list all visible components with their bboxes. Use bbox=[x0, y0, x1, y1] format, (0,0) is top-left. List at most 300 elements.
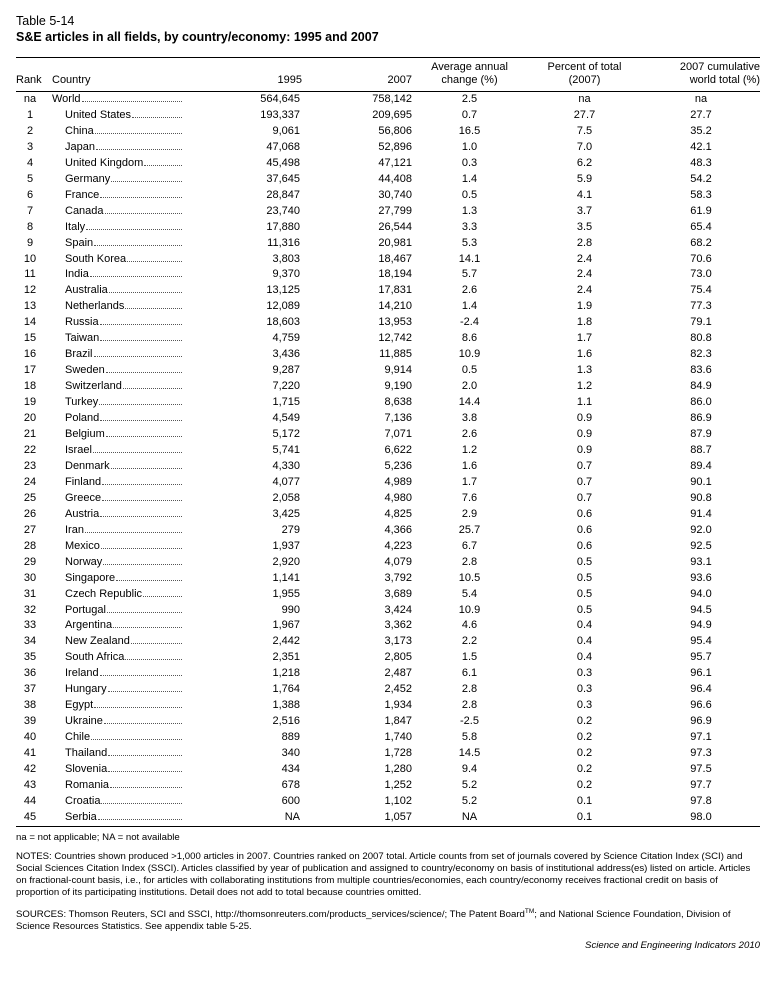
country-cell bbox=[52, 650, 182, 666]
average-change-cell: 1.7 bbox=[461, 475, 478, 488]
average-change-cell: 7.6 bbox=[461, 491, 478, 504]
sources-text-part1: SOURCES: Thomson Reuters, SCI and SSCI, http://thomsonreuters.com/products_services/science/; The Patent Board bbox=[16, 909, 525, 921]
average-change-cell: 10.9 bbox=[458, 603, 481, 616]
dot-leader bbox=[102, 484, 182, 485]
table-row bbox=[16, 587, 760, 603]
country-name: Israel bbox=[65, 443, 93, 459]
country-cell bbox=[52, 427, 182, 443]
value-2007-cell: 56,806 bbox=[378, 124, 412, 137]
dot-leader bbox=[144, 165, 182, 166]
table-row bbox=[16, 714, 760, 730]
percent-total-cell: 7.0 bbox=[576, 140, 593, 153]
country-name: Austria bbox=[65, 507, 100, 523]
table-row bbox=[16, 443, 760, 459]
table-row bbox=[16, 347, 760, 363]
percent-total-cell: 0.7 bbox=[576, 459, 593, 472]
country-cell-wrapper bbox=[52, 650, 182, 666]
average-change-cell: 5.3 bbox=[461, 236, 478, 249]
average-change-cell: NA bbox=[461, 810, 478, 823]
average-change-cell: 5.4 bbox=[461, 587, 478, 600]
sources-text-part2: ; and National Science Foundation, Division of Science Resources Statistics. See appendix table 5-25. bbox=[16, 909, 731, 933]
rank-cell: 13 bbox=[23, 300, 37, 313]
rank-cell: 34 bbox=[23, 635, 37, 648]
country-name: Canada bbox=[65, 204, 105, 220]
value-2007-cell: 1,728 bbox=[384, 747, 412, 760]
table-row bbox=[16, 571, 760, 587]
cumulative-total-cell: 84.9 bbox=[690, 380, 712, 393]
value-1995-cell: 1,764 bbox=[272, 683, 300, 696]
average-change-cell: 3.8 bbox=[461, 412, 478, 425]
country-name: Netherlands bbox=[65, 299, 125, 315]
country-cell bbox=[52, 634, 182, 650]
cumulative-total-cell: 82.3 bbox=[690, 348, 712, 361]
percent-total-cell: 0.1 bbox=[576, 810, 593, 823]
dot-leader bbox=[116, 580, 182, 581]
value-2007-cell: 30,740 bbox=[378, 188, 412, 201]
country-name: Poland bbox=[65, 411, 100, 427]
country-cell-wrapper bbox=[52, 156, 182, 172]
header-average-change-line2: change (%) bbox=[441, 74, 498, 86]
country-cell bbox=[52, 347, 182, 363]
country-cell-wrapper bbox=[52, 730, 182, 746]
country-name: China bbox=[65, 124, 95, 140]
dot-leader bbox=[100, 197, 182, 198]
document-page bbox=[16, 14, 760, 951]
table-title: S&E articles in all fields, by country/economy: 1995 and 2007 bbox=[16, 30, 379, 44]
country-cell-wrapper bbox=[52, 491, 182, 507]
average-change-cell: 2.2 bbox=[461, 635, 478, 648]
country-name: Romania bbox=[65, 778, 110, 794]
table-row bbox=[16, 124, 760, 140]
header-rank: Rank bbox=[16, 58, 52, 92]
dot-leader bbox=[109, 292, 182, 293]
rank-cell: 21 bbox=[23, 428, 37, 441]
country-cell bbox=[52, 523, 182, 539]
percent-total-cell: 1.7 bbox=[576, 332, 593, 345]
cumulative-total-cell: 92.5 bbox=[690, 539, 712, 552]
country-cell bbox=[52, 220, 182, 236]
country-cell-wrapper bbox=[52, 379, 182, 395]
percent-total-cell: 2.8 bbox=[576, 236, 593, 249]
table-row bbox=[16, 523, 760, 539]
table-row bbox=[16, 108, 760, 124]
value-2007-cell: 26,544 bbox=[378, 220, 412, 233]
header-cumulative-total-line1: 2007 cumulative bbox=[679, 61, 760, 73]
rank-cell: na bbox=[23, 93, 37, 105]
dot-leader bbox=[107, 612, 182, 613]
dot-leader bbox=[127, 261, 182, 262]
percent-total-cell: 1.6 bbox=[576, 348, 593, 361]
percent-total-cell: 4.1 bbox=[576, 188, 593, 201]
average-change-cell: 8.6 bbox=[461, 332, 478, 345]
rank-cell: 44 bbox=[23, 794, 37, 807]
value-1995-cell: 990 bbox=[281, 603, 300, 616]
cumulative-total-cell: 97.1 bbox=[690, 731, 712, 744]
publication-credit: Science and Engineering Indicators 2010 bbox=[585, 940, 760, 952]
table-row bbox=[16, 188, 760, 204]
rank-cell: 24 bbox=[23, 475, 37, 488]
country-cell-wrapper bbox=[52, 299, 182, 315]
average-change-cell: 1.2 bbox=[461, 443, 478, 456]
rank-cell: 9 bbox=[26, 236, 34, 249]
notes-text: NOTES: Countries shown produced >1,000 articles in 2007. Countries ranked on 2007 total. Article counts from set of journals covered by Science Citation Index (SCI) and Social Sciences Citation Index (SSCI). Articles classified by year of publication and assigned to country/economy on basis of institutional address(es) listed on article. Articles on fractional-count basis, i.e., for articles with collaborating institutions from multiple countries/economies, each country/economy receives fractional credit on basis of proportion of its participating institutions. Detail does not add to total because countries omitted. bbox=[16, 850, 751, 898]
cumulative-total-cell: 27.7 bbox=[690, 108, 712, 121]
value-1995-cell: 1,715 bbox=[272, 396, 300, 409]
average-change-cell: 1.4 bbox=[461, 300, 478, 313]
country-name: South Korea bbox=[65, 252, 127, 268]
rank-cell: 11 bbox=[24, 268, 36, 281]
dot-leader bbox=[125, 308, 182, 309]
country-cell bbox=[52, 666, 182, 682]
percent-total-cell: 2.4 bbox=[576, 284, 593, 297]
country-cell-wrapper bbox=[52, 124, 182, 140]
country-name: Hungary bbox=[65, 682, 108, 698]
country-cell-wrapper bbox=[52, 427, 182, 443]
table-row bbox=[16, 730, 760, 746]
bottom-rule bbox=[16, 826, 760, 827]
rank-cell: 25 bbox=[23, 491, 37, 504]
value-2007-cell: 4,825 bbox=[384, 507, 412, 520]
cumulative-total-cell: 79.1 bbox=[690, 316, 712, 329]
country-name: Chile bbox=[65, 730, 91, 746]
rank-cell: 38 bbox=[23, 699, 37, 712]
country-cell-wrapper bbox=[52, 539, 182, 555]
dot-leader bbox=[94, 245, 182, 246]
country-cell bbox=[52, 682, 182, 698]
country-cell bbox=[52, 124, 182, 140]
value-2007-cell: 4,989 bbox=[384, 475, 412, 488]
average-change-cell: 0.3 bbox=[461, 156, 478, 169]
rank-cell: 23 bbox=[23, 459, 37, 472]
rank-cell: 32 bbox=[23, 603, 37, 616]
country-cell-wrapper bbox=[52, 172, 182, 188]
dot-leader bbox=[132, 117, 182, 118]
rank-cell: 17 bbox=[23, 364, 37, 377]
value-1995-cell: 3,436 bbox=[272, 348, 300, 361]
country-name: Argentina bbox=[65, 618, 113, 634]
cumulative-total-cell: 77.3 bbox=[690, 300, 712, 313]
rank-cell: 2 bbox=[26, 124, 34, 137]
country-name: Mexico bbox=[65, 539, 101, 555]
cumulative-total-cell: 75.4 bbox=[690, 284, 712, 297]
country-cell-wrapper bbox=[52, 363, 182, 379]
percent-total-cell: 0.3 bbox=[576, 667, 593, 680]
value-2007-cell: 3,424 bbox=[384, 603, 412, 616]
dot-leader bbox=[93, 452, 182, 453]
value-2007-cell: 3,362 bbox=[384, 619, 412, 632]
rank-cell: 12 bbox=[23, 284, 37, 297]
dot-leader bbox=[113, 627, 182, 628]
average-change-cell: 2.6 bbox=[461, 428, 478, 441]
country-cell bbox=[52, 491, 182, 507]
cumulative-total-cell: 48.3 bbox=[690, 156, 712, 169]
rank-cell: 22 bbox=[23, 443, 37, 456]
percent-total-cell: 0.2 bbox=[576, 778, 593, 791]
country-name: Taiwan bbox=[65, 331, 100, 347]
dot-leader bbox=[99, 404, 182, 405]
cumulative-total-cell: 95.7 bbox=[690, 651, 712, 664]
rank-cell: 20 bbox=[23, 412, 37, 425]
country-name: Czech Republic bbox=[65, 587, 143, 603]
rank-cell: 31 bbox=[23, 587, 37, 600]
table-row bbox=[16, 283, 760, 299]
country-cell bbox=[52, 714, 182, 730]
rank-cell: 7 bbox=[26, 204, 34, 217]
country-cell-wrapper bbox=[52, 746, 182, 762]
percent-total-cell: 2.4 bbox=[576, 268, 593, 281]
country-name: Serbia bbox=[65, 810, 98, 826]
average-change-cell: 1.4 bbox=[461, 172, 478, 185]
value-1995-cell: 600 bbox=[281, 794, 300, 807]
country-cell-wrapper bbox=[52, 698, 182, 714]
average-change-cell: 6.1 bbox=[461, 667, 478, 680]
value-2007-cell: 3,173 bbox=[384, 635, 412, 648]
value-2007-cell: 44,408 bbox=[378, 172, 412, 185]
cumulative-total-cell: 94.0 bbox=[690, 587, 712, 600]
country-cell bbox=[52, 236, 182, 252]
notes-section bbox=[16, 832, 760, 933]
table-row bbox=[16, 539, 760, 555]
country-name: United Kingdom bbox=[65, 156, 144, 172]
country-name: Portugal bbox=[65, 603, 107, 619]
percent-total-cell: 0.4 bbox=[576, 651, 593, 664]
cumulative-total-cell: 42.1 bbox=[690, 140, 712, 153]
country-cell bbox=[52, 778, 182, 794]
percent-total-cell: 0.5 bbox=[576, 603, 593, 616]
average-change-cell: 3.3 bbox=[461, 220, 478, 233]
country-cell bbox=[52, 539, 182, 555]
country-cell bbox=[52, 411, 182, 427]
country-name: New Zealand bbox=[65, 634, 131, 650]
rank-cell: 43 bbox=[23, 778, 37, 791]
average-change-cell: 2.0 bbox=[461, 380, 478, 393]
cumulative-total-cell: 70.6 bbox=[690, 252, 712, 265]
table-row bbox=[16, 267, 760, 283]
cumulative-total-cell: 92.0 bbox=[690, 523, 712, 536]
country-cell-wrapper bbox=[52, 92, 182, 108]
value-2007-cell: 1,057 bbox=[384, 810, 412, 823]
table-row bbox=[16, 315, 760, 331]
value-2007-cell: 27,799 bbox=[378, 204, 412, 217]
value-1995-cell: 9,370 bbox=[272, 268, 300, 281]
country-cell-wrapper bbox=[52, 283, 182, 299]
country-cell bbox=[52, 92, 182, 108]
country-cell bbox=[52, 156, 182, 172]
dot-leader bbox=[105, 213, 182, 214]
country-cell-wrapper bbox=[52, 188, 182, 204]
value-2007-cell: 5,236 bbox=[384, 459, 412, 472]
country-name: Turkey bbox=[65, 395, 99, 411]
value-2007-cell: 2,805 bbox=[384, 651, 412, 664]
country-cell-wrapper bbox=[52, 555, 182, 571]
value-2007-cell: 7,071 bbox=[384, 428, 412, 441]
percent-total-cell: 0.2 bbox=[576, 763, 593, 776]
value-1995-cell: 3,425 bbox=[272, 507, 300, 520]
table-row bbox=[16, 395, 760, 411]
country-name: Denmark bbox=[65, 459, 111, 475]
percent-total-cell: 3.5 bbox=[576, 220, 593, 233]
country-cell bbox=[52, 363, 182, 379]
country-cell bbox=[52, 315, 182, 331]
percent-total-cell: 0.5 bbox=[576, 587, 593, 600]
percent-total-cell: 1.1 bbox=[576, 396, 593, 409]
value-1995-cell: 12,089 bbox=[266, 300, 300, 313]
rank-cell: 37 bbox=[23, 683, 37, 696]
country-cell bbox=[52, 459, 182, 475]
cumulative-total-cell: 58.3 bbox=[690, 188, 712, 201]
value-2007-cell: 8,638 bbox=[384, 396, 412, 409]
average-change-cell: 1.0 bbox=[461, 140, 478, 153]
country-name: Norway bbox=[65, 555, 103, 571]
dot-leader bbox=[106, 372, 182, 373]
value-1995-cell: 9,287 bbox=[272, 364, 300, 377]
header-cumulative-total-line2: world total (%) bbox=[689, 74, 760, 86]
value-1995-cell: 2,516 bbox=[272, 715, 300, 728]
average-change-cell: 5.7 bbox=[461, 268, 478, 281]
percent-total-cell: 0.1 bbox=[576, 794, 593, 807]
value-1995-cell: 4,759 bbox=[272, 332, 300, 345]
average-change-cell: 2.8 bbox=[461, 699, 478, 712]
table-row bbox=[16, 794, 760, 810]
rank-cell: 6 bbox=[26, 188, 34, 201]
rank-cell: 5 bbox=[26, 172, 34, 185]
value-2007-cell: 209,695 bbox=[372, 108, 412, 121]
value-2007-cell: 1,740 bbox=[384, 731, 412, 744]
cumulative-total-cell: na bbox=[694, 93, 708, 105]
country-cell bbox=[52, 730, 182, 746]
value-1995-cell: 1,388 bbox=[272, 699, 300, 712]
country-cell-wrapper bbox=[52, 140, 182, 156]
country-cell-wrapper bbox=[52, 778, 182, 794]
country-cell-wrapper bbox=[52, 794, 182, 810]
value-1995-cell: 7,220 bbox=[272, 380, 300, 393]
cumulative-total-cell: 90.1 bbox=[690, 475, 712, 488]
value-1995-cell: 434 bbox=[281, 763, 300, 776]
dot-leader bbox=[86, 229, 182, 230]
country-cell bbox=[52, 188, 182, 204]
country-cell bbox=[52, 603, 182, 619]
percent-total-cell: 0.2 bbox=[576, 731, 593, 744]
cumulative-total-cell: 88.7 bbox=[690, 443, 712, 456]
table-row bbox=[16, 491, 760, 507]
value-2007-cell: 13,953 bbox=[378, 316, 412, 329]
header-percent-total bbox=[527, 58, 642, 92]
dot-leader bbox=[143, 596, 182, 597]
cumulative-total-cell: 90.8 bbox=[690, 491, 712, 504]
table-row bbox=[16, 762, 760, 778]
cumulative-total-cell: 96.6 bbox=[690, 699, 712, 712]
country-cell-wrapper bbox=[52, 236, 182, 252]
table-row bbox=[16, 603, 760, 619]
header-row bbox=[16, 58, 760, 92]
dot-leader bbox=[108, 771, 182, 772]
value-1995-cell: 28,847 bbox=[266, 188, 300, 201]
country-cell bbox=[52, 618, 182, 634]
cumulative-total-cell: 97.7 bbox=[690, 778, 712, 791]
dot-leader bbox=[108, 691, 182, 692]
table-row bbox=[16, 140, 760, 156]
table-row bbox=[16, 331, 760, 347]
value-1995-cell: 2,351 bbox=[272, 651, 300, 664]
rank-cell: 33 bbox=[23, 619, 37, 632]
percent-total-cell: 2.4 bbox=[576, 252, 593, 265]
country-name: Switzerland bbox=[65, 379, 123, 395]
table-row bbox=[16, 299, 760, 315]
table-row bbox=[16, 156, 760, 172]
percent-total-cell: 0.6 bbox=[576, 523, 593, 536]
country-cell-wrapper bbox=[52, 507, 182, 523]
percent-total-cell: 0.9 bbox=[576, 443, 593, 456]
sources-text bbox=[16, 906, 760, 933]
dot-leader bbox=[103, 564, 182, 565]
table-row bbox=[16, 427, 760, 443]
dot-leader bbox=[104, 723, 182, 724]
value-1995-cell: 564,645 bbox=[260, 93, 300, 105]
header-1995: 1995 bbox=[182, 58, 302, 92]
dot-leader bbox=[131, 643, 182, 644]
country-cell bbox=[52, 283, 182, 299]
percent-total-cell: 0.7 bbox=[576, 475, 593, 488]
value-1995-cell: 4,549 bbox=[272, 412, 300, 425]
country-cell-wrapper bbox=[52, 108, 182, 124]
country-cell-wrapper bbox=[52, 634, 182, 650]
country-name: South Africa bbox=[65, 650, 125, 666]
percent-total-cell: 0.5 bbox=[576, 555, 593, 568]
header-average-change bbox=[412, 58, 527, 92]
cumulative-total-cell: 86.0 bbox=[690, 396, 712, 409]
value-1995-cell: 17,880 bbox=[266, 220, 300, 233]
value-1995-cell: NA bbox=[284, 810, 300, 823]
cumulative-total-cell: 94.5 bbox=[690, 603, 712, 616]
header-cumulative-total bbox=[642, 58, 760, 92]
country-cell bbox=[52, 698, 182, 714]
percent-total-cell: 0.4 bbox=[576, 619, 593, 632]
value-2007-cell: 1,280 bbox=[384, 763, 412, 776]
percent-total-cell: 0.4 bbox=[576, 635, 593, 648]
country-cell bbox=[52, 571, 182, 587]
average-change-cell: 14.4 bbox=[458, 396, 481, 409]
table-row bbox=[16, 778, 760, 794]
value-1995-cell: 5,172 bbox=[272, 428, 300, 441]
rank-cell: 45 bbox=[23, 810, 37, 823]
value-1995-cell: 1,955 bbox=[272, 587, 300, 600]
value-1995-cell: 1,141 bbox=[272, 571, 300, 584]
cumulative-total-cell: 89.4 bbox=[690, 459, 712, 472]
country-cell-wrapper bbox=[52, 618, 182, 634]
dot-leader bbox=[106, 436, 182, 437]
country-cell bbox=[52, 108, 182, 124]
value-2007-cell: 9,914 bbox=[384, 364, 412, 377]
country-cell bbox=[52, 555, 182, 571]
cumulative-total-cell: 93.1 bbox=[690, 555, 712, 568]
cumulative-total-cell: 96.4 bbox=[690, 683, 712, 696]
rank-cell: 8 bbox=[26, 220, 34, 233]
country-cell-wrapper bbox=[52, 571, 182, 587]
cumulative-total-cell: 35.2 bbox=[690, 124, 712, 137]
average-change-cell: 2.8 bbox=[461, 555, 478, 568]
rank-cell: 26 bbox=[23, 507, 37, 520]
cumulative-total-cell: 87.9 bbox=[690, 428, 712, 441]
table-row bbox=[16, 459, 760, 475]
cumulative-total-cell: 54.2 bbox=[690, 172, 712, 185]
dot-leader bbox=[82, 101, 182, 102]
value-1995-cell: 2,058 bbox=[272, 491, 300, 504]
table-row bbox=[16, 363, 760, 379]
dot-leader bbox=[102, 500, 182, 501]
dot-leader bbox=[98, 819, 182, 820]
table-row bbox=[16, 92, 760, 108]
country-cell bbox=[52, 204, 182, 220]
